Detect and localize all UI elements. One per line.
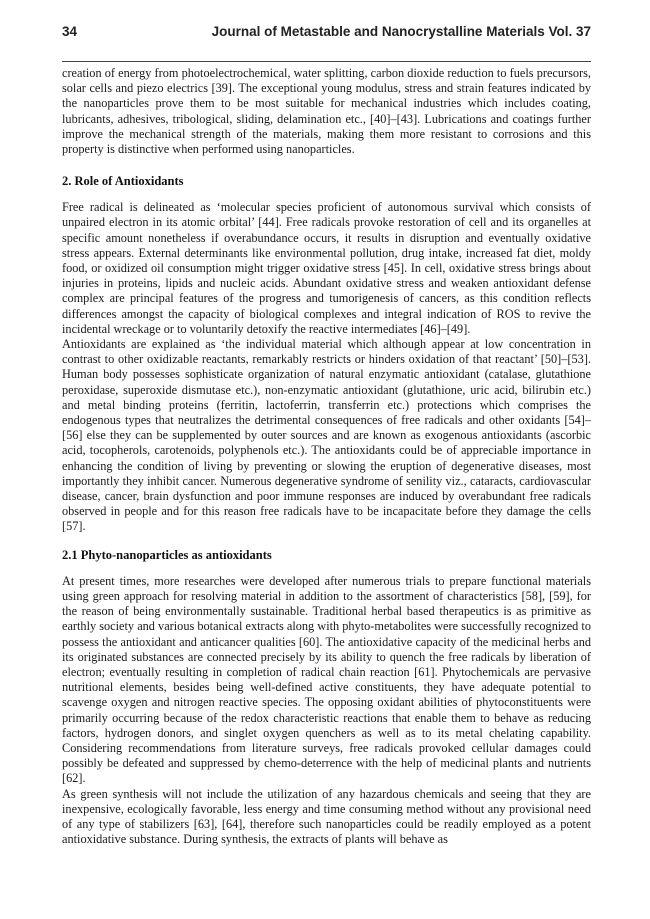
section-heading-role-of-antioxidants: 2. Role of Antioxidants [62,174,184,189]
section2-1-paragraph-2: As green synthesis will not include the utilization of any hazardous chemicals and seeing that they are inexpensive, ecologically favorable, less energy and time consuming method without any provisional need of any type of stabilizers [63], [64], therefore such nanoparticles could be readily employed as a potent antioxidative substance. During synthesis, the extracts of plants will behave as [62,786,591,847]
running-header [62,24,591,42]
section-heading-phyto-nanoparticles: 2.1 Phyto-nanoparticles as antioxidants [62,547,272,562]
page-number: 34 [62,24,78,39]
section2-1-paragraph-1: At present times, more researches were developed after numerous trials to prepare functional materials using green approach for resolving material in addition to the assortment of characteristics [58], [59], for the reason of being environmentally sustainable. Traditional herbal based therapeutics is as primitive as earthly society and various botanical extracts along with phyto-metabolites were successfully recognized to possess the antioxidant and anticancer qualities [60]. The antioxidative capacity of the medicinal herbs and its originated substances are connected precisely by its ability to quench the free radicals by liberation of electron; eventually resulting in completion of radical chain reaction [61]. Phytochemicals are pervasive nutritional elements, besides being well-defined active constituents, they have adequate potential to scavenge oxygen and nitrogen reactive species. The opposing oxidant abilities of phytoconstituents were primarily occurring because of the redox characteristic reactions that enable them to behave as reducing factors, hydrogen donors, and singlet oxygen quenchers as well as to its metal chelating capability. Considering recommendations from literature surveys, free radicals provoked cellular damages could possibly be defeated and suppressed by chemo-deterrence with the help of medicinal plants and nutrients [62]. [62,573,591,786]
header-rule [62,61,591,62]
journal-title: Journal of Metastable and Nanocrystalline Materials Vol. 37 [211,24,591,39]
section2-paragraph-1: Free radical is delineated as ‘molecular species proficient of autonomous survival which consists of unpaired electron in its atomic orbital’ [44]. Free radicals provoke restoration of cell and its organelles at specific amount nonetheless if overabundance occurs, it results in disruption and eventually oxidative stress appears. External determinants like environmental pollution, drug intake, increased fat diet, moldy food, or oxidized oil consumption might trigger oxidative stress [45]. In cell, oxidative stress brings about injuries in proteins, lipids and nucleic acids. Abundant oxidative stress and weaken antioxidant defense complex are principal features of the progress and tumorigenesis of cancers, as this condition reflects differences amongst the capacity of biological complexes and integral indication of ROS to revive the incidental wreckage or to voluntarily detoxify the reactive intermediates [46]–[49]. [62,200,591,336]
section2-paragraph-2: Antioxidants are explained as ‘the individual material which although appear at low concentration in contrast to other oxidizable reactants, remarkably restricts or hinders oxidation of that reactant’ [50]–[53]. Human body possesses sophisticate organization of natural enzymatic antioxidant (catalase, glutathione peroxidase, superoxide dismutase etc.), non-enzymatic antioxidant (glutathione, uric acid, bilirubin etc.) and metal binding proteins (ferritin, lactoferrin, transferrin etc.) protections which comprises the endogenous types that neutralizes the detrimental consequences of free radicals and other oxidants [54]–[56] else they can be supplemented by outer sources and are known as exogenous antioxidants (ascorbic acid, tocopherols, carotenoids, polyphenols etc.). The antioxidants could be of appreciable importance in enhancing the condition of living by preventing or slowing the eruption of degenerative diseases, most importantly they inhibit cancer. Numerous degenerative syndrome of senility viz., cataracts, cardiovascular disease, cancer, brain dysfunction and poor immune responses are induced by overabundant free radicals observed in people and for this reason free radicals have to be incapacitate before they damage the cells [57]. [62,337,591,534]
intro-paragraph: creation of energy from photoelectrochemical, water splitting, carbon dioxide reduction to fuels precursors, solar cells and piezo electrics [39]. The exceptional young modulus, stress and strain features indicated by the nanoparticles prove them to be most suitable for mechanical industries which includes coating, lubricants, adhesives, tribological, sliding, delamination etc., [40]–[43]. Lubrications and coatings further improve the mechanical strength of the materials, making them more resistant to corrosions and this property is distinctive when performed using nanoparticles. [62,66,591,157]
article-body [62,66,591,847]
